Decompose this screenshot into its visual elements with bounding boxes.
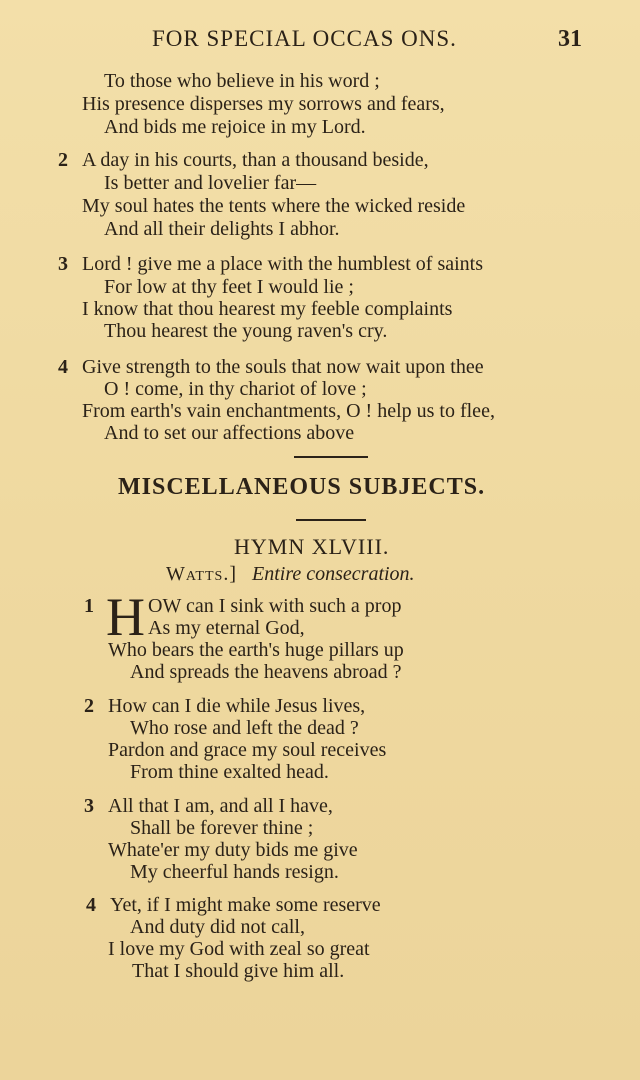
running-head: FOR SPECIAL OCCAS ONS.: [152, 26, 457, 51]
verse-number: 3: [84, 795, 94, 817]
verse-line: Lord ! give me a place with the humblest of saints: [82, 253, 484, 275]
verse-line: O ! come, in thy chariot of love ;: [104, 378, 367, 400]
drop-cap: H: [106, 587, 145, 647]
verse-line: Who rose and left the dead ?: [130, 717, 359, 739]
verse-line: Is better and lovelier far—: [104, 172, 317, 194]
verse-number: 4: [86, 894, 96, 916]
verse-line: And to set our affections above: [104, 422, 355, 444]
verse-line: Give strength to the souls that now wait upon thee: [82, 356, 484, 378]
verse-line: I love my God with zeal so great: [108, 938, 370, 960]
verse-line: For low at thy feet I would lie ;: [104, 276, 354, 298]
verse-line: How can I die while Jesus lives,: [108, 695, 366, 717]
verse-line: A day in his courts, than a thousand beside,: [82, 149, 429, 171]
verse-line: My cheerful hands resign.: [130, 861, 339, 883]
verse-number: 1: [84, 595, 94, 617]
verse-number: 3: [58, 253, 68, 275]
hymn-subject: Entire consecration.: [252, 563, 415, 585]
section-title: MISCELLANEOUS SUBJECTS.: [118, 474, 486, 500]
verse-line: My soul hates the tents where the wicked reside: [82, 195, 466, 217]
verse-line: And all their delights I abhor.: [104, 218, 340, 240]
verse-line: From earth's vain enchantments, O ! help us to flee,: [82, 400, 495, 422]
verse-number: 4: [58, 356, 68, 378]
verse-line: To those who believe in his word ;: [104, 70, 380, 92]
verse-number: 2: [84, 695, 94, 717]
verse-line: Thou hearest the young raven's cry.: [104, 320, 388, 342]
page-number: 31: [558, 26, 582, 52]
verse-line: OW can I sink with such a prop: [148, 595, 402, 617]
verse-line: His presence disperses my sorrows and fears,: [82, 93, 445, 115]
hymn-attribution: [166, 563, 415, 586]
verse-line: Yet, if I might make some reserve: [110, 894, 381, 916]
verse-line: And spreads the heavens abroad ?: [130, 661, 402, 683]
verse-line: And duty did not call,: [130, 916, 305, 938]
hymn-divider: [296, 519, 366, 521]
verse-line: Pardon and grace my soul receives: [108, 739, 387, 761]
verse-line: I know that thou hearest my feeble complaints: [82, 298, 453, 320]
hymn-author: Watts.]: [166, 563, 237, 585]
verse-line: From thine exalted head.: [130, 761, 329, 783]
verse-line: Who bears the earth's huge pillars up: [108, 639, 404, 661]
verse-line: And bids me rejoice in my Lord.: [104, 116, 366, 138]
section-divider: [294, 456, 368, 458]
hymn-title: HYMN XLVIII.: [234, 534, 390, 559]
verse-line: Whate'er my duty bids me give: [108, 839, 358, 861]
verse-line: All that I am, and all I have,: [108, 795, 333, 817]
verse-number: 2: [58, 149, 68, 171]
verse-line: Shall be forever thine ;: [130, 817, 314, 839]
verse-line: That I should give him all.: [132, 960, 345, 982]
verse-line: As my eternal God,: [148, 617, 305, 639]
